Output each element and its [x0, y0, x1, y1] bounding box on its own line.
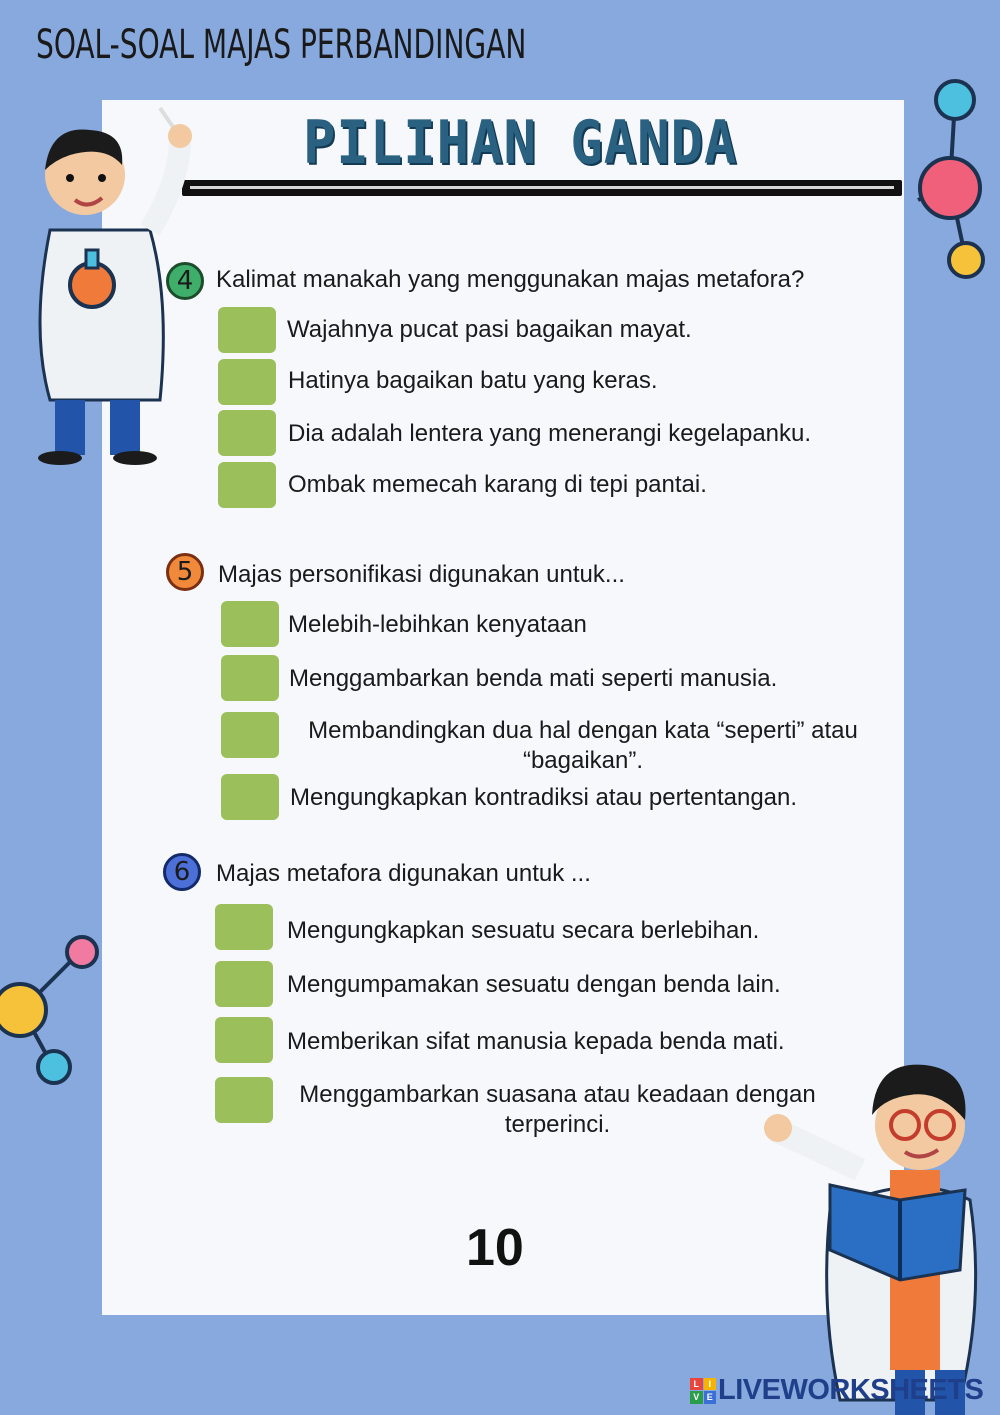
molecule-left-decoration — [0, 930, 110, 1090]
answer-box[interactable] — [221, 601, 279, 647]
option-text: Mengumpamakan sesuatu dengan benda lain. — [287, 971, 781, 998]
option-text: Memberikan sifat manusia kepada benda mati. — [287, 1028, 785, 1055]
liveworksheets-logo-icon — [690, 1378, 716, 1404]
question-number-5: 5 — [166, 553, 204, 591]
logo-letter: V — [690, 1391, 703, 1404]
logo-letter: E — [704, 1391, 717, 1404]
answer-box[interactable] — [215, 961, 273, 1007]
answer-box[interactable] — [215, 904, 273, 950]
answer-box[interactable] — [215, 1017, 273, 1063]
question-5-text: Majas personifikasi digunakan untuk... — [218, 561, 625, 588]
option-text: Hatinya bagaikan batu yang keras. — [288, 367, 658, 394]
option-text: Menggambarkan benda mati seperti manusia. — [289, 665, 778, 692]
question-4-text: Kalimat manakah yang menggunakan majas metafora? — [216, 266, 805, 293]
option-text: Ombak memecah karang di tepi pantai. — [288, 471, 707, 498]
answer-box[interactable] — [221, 774, 279, 820]
answer-box[interactable] — [221, 712, 279, 758]
answer-box[interactable] — [221, 655, 279, 701]
logo-letter: I — [704, 1378, 717, 1391]
option-text: Mengungkapkan kontradiksi atau pertentangan. — [290, 784, 798, 811]
title-underline — [182, 180, 902, 196]
question-number-6: 6 — [163, 853, 201, 891]
answer-box[interactable] — [218, 462, 276, 508]
answer-box[interactable] — [218, 410, 276, 456]
logo-letter: L — [690, 1378, 703, 1391]
option-text: Wajahnya pucat pasi bagaikan mayat. — [287, 316, 692, 343]
answer-box[interactable] — [218, 359, 276, 405]
option-text: Dia adalah lentera yang menerangi kegelapanku. — [288, 420, 812, 447]
option-text: Menggambarkan suasana atau keadaan dengan terperinci. — [299, 1081, 816, 1138]
worksheet-header-title: SOAL-SOAL MAJAS PERBANDINGAN — [36, 22, 527, 68]
answer-box[interactable] — [215, 1077, 273, 1123]
option-text: Membandingkan dua hal dengan kata “seperti” atau “bagaikan”. — [308, 717, 858, 774]
liveworksheets-brand — [690, 1374, 983, 1407]
molecule-top-right-decoration — [900, 70, 1000, 290]
option-text: Melebih-lebihkan kenyataan — [288, 611, 587, 638]
page-number: 10 — [466, 1219, 524, 1277]
liveworksheets-brand-name: LIVEWORKSHEETS — [718, 1374, 984, 1406]
option-text: Mengungkapkan sesuatu secara berlebihan. — [287, 917, 760, 944]
section-title: PILIHAN GANDA — [303, 108, 738, 178]
question-number-4: 4 — [166, 262, 204, 300]
question-6-text: Majas metafora digunakan untuk ... — [216, 860, 591, 887]
answer-box[interactable] — [218, 307, 276, 353]
